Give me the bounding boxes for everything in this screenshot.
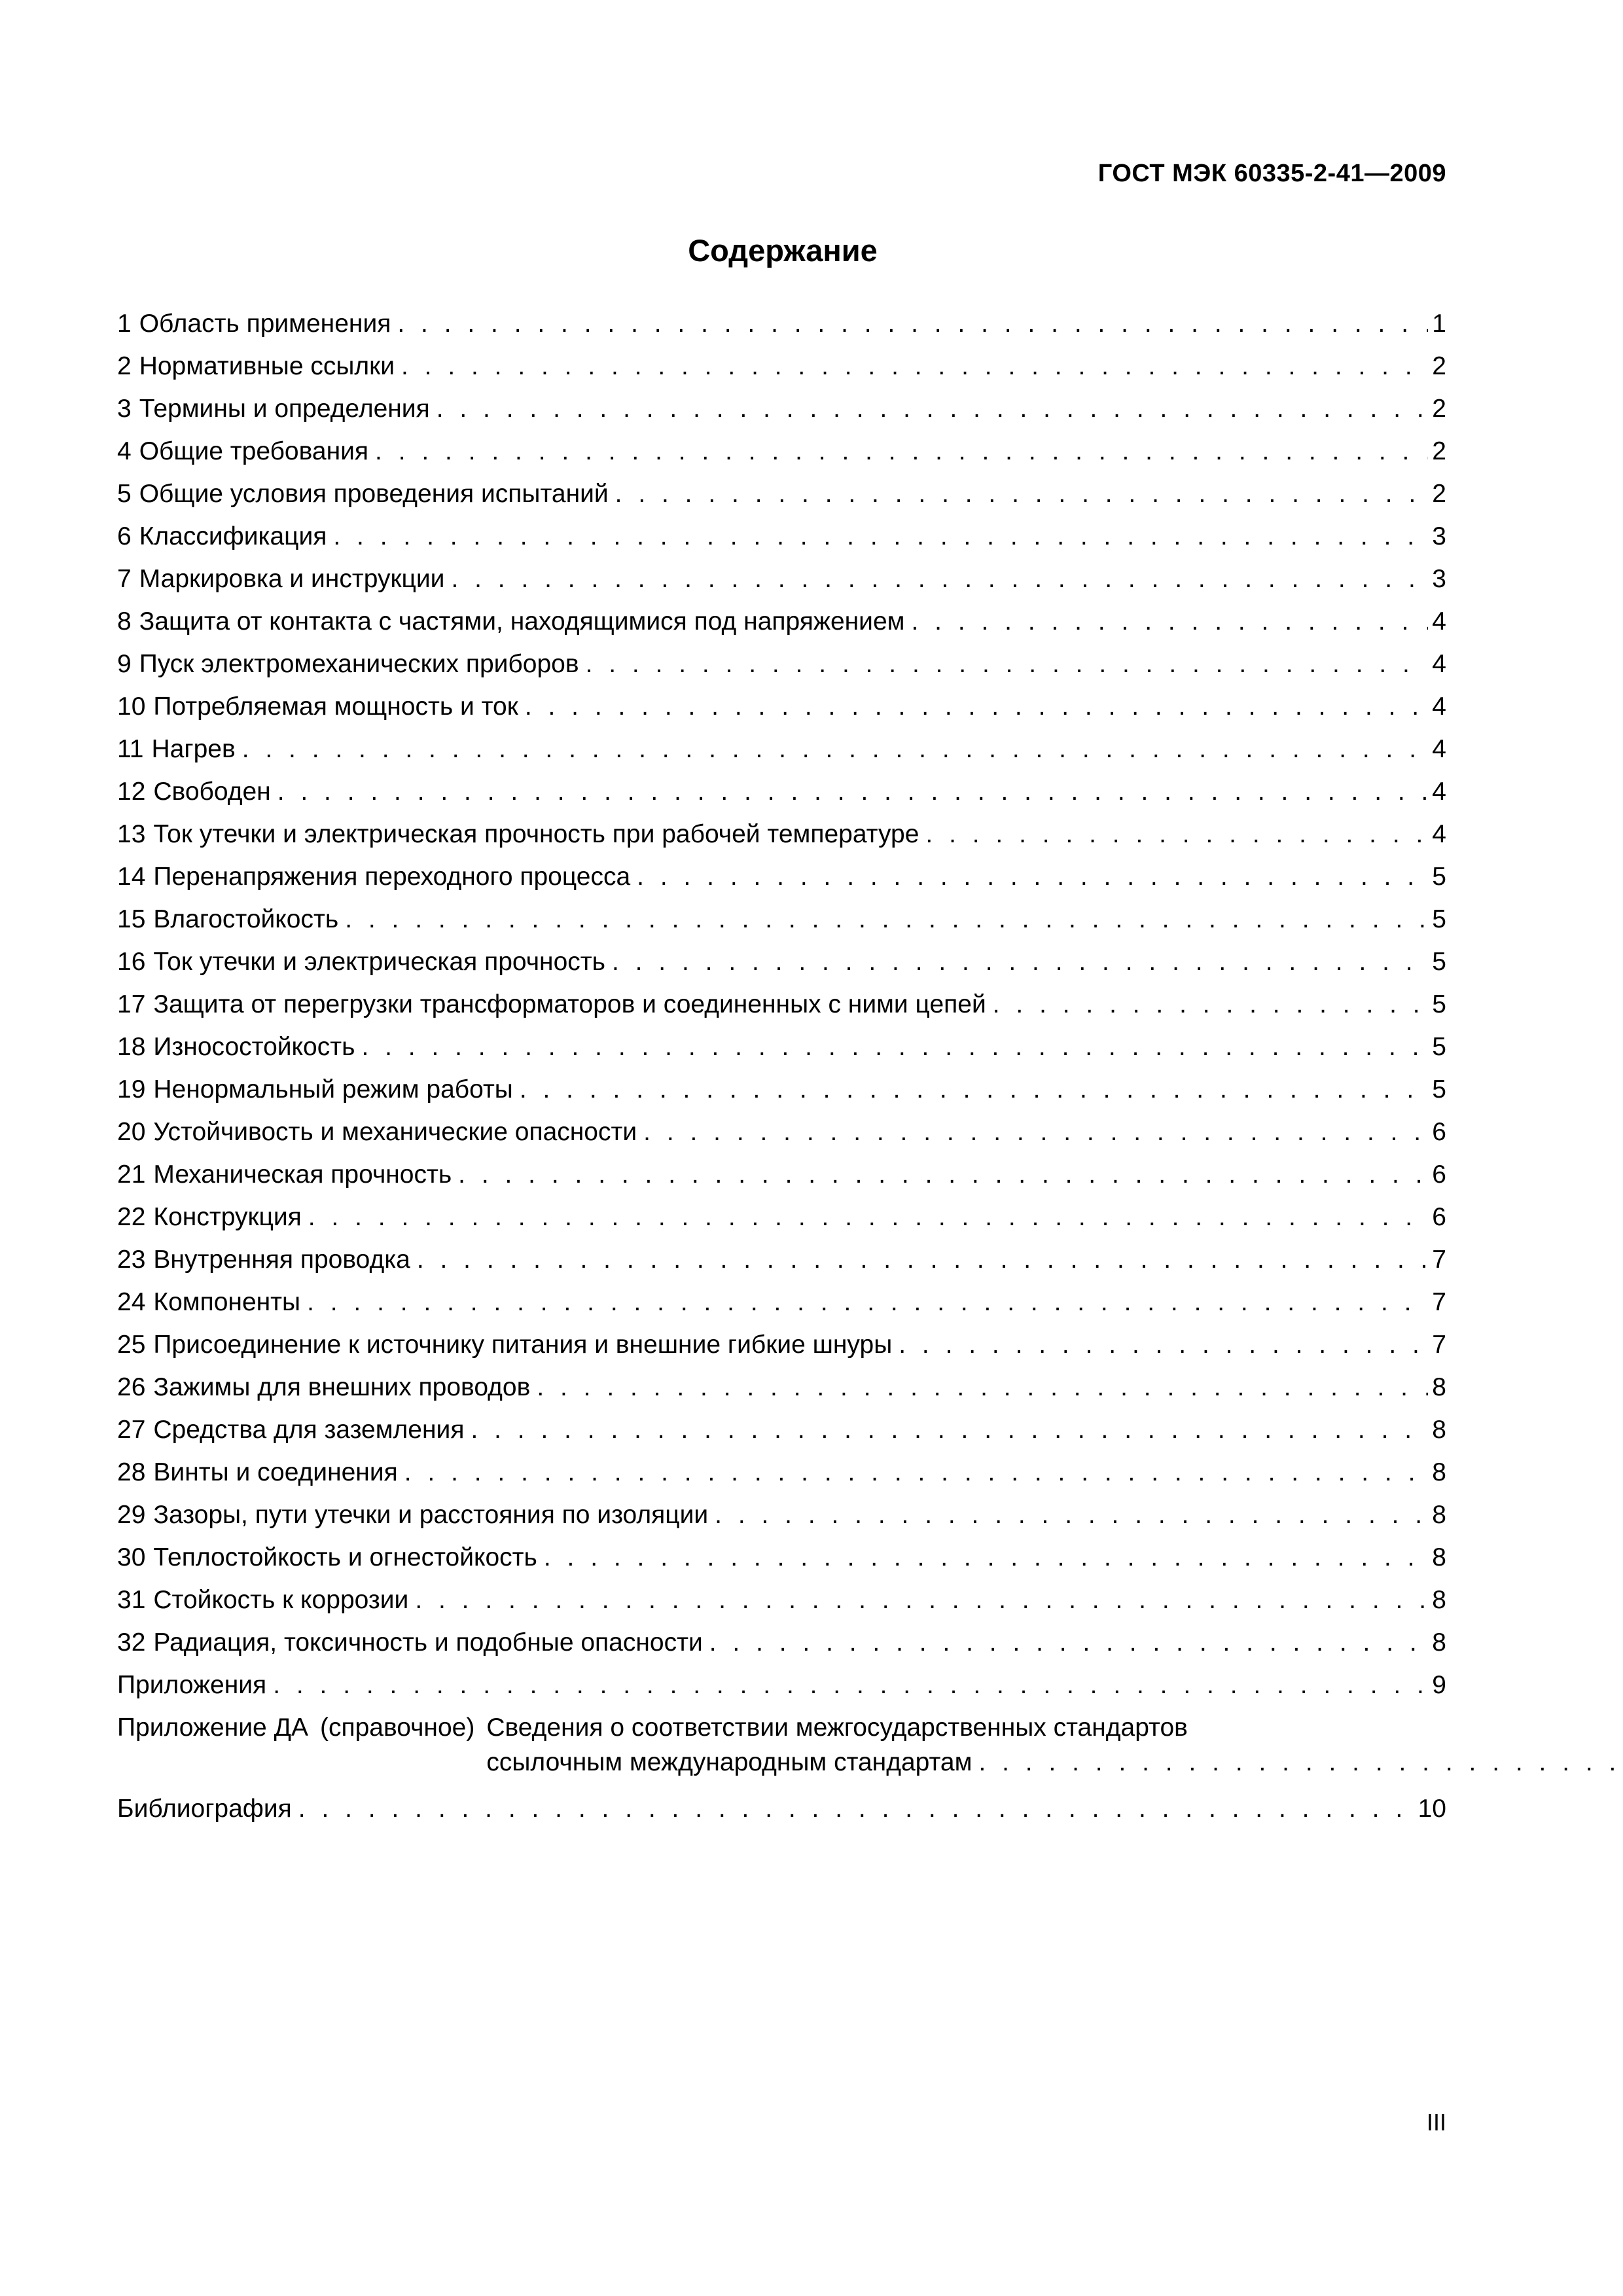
- dot-leader: [899, 1323, 1428, 1366]
- toc-page-number: 6: [1432, 1118, 1446, 1146]
- toc-page-number: 1: [1432, 310, 1446, 338]
- toc-label: Перенапряжения переходного процесса: [153, 863, 631, 891]
- toc-page-number: 4: [1432, 607, 1446, 636]
- toc-entry[interactable]: [117, 1494, 1446, 1536]
- toc-entry[interactable]: [117, 685, 1446, 728]
- toc-page-number: 4: [1432, 650, 1446, 678]
- toc-entry[interactable]: [117, 1153, 1446, 1196]
- dot-leader: [709, 1621, 1429, 1664]
- toc-section-number: 5: [117, 480, 132, 508]
- toc-section-number: 22: [117, 1203, 146, 1231]
- dot-leader: [345, 898, 1428, 941]
- dot-leader: [537, 1366, 1428, 1408]
- toc-entry[interactable]: [117, 898, 1446, 941]
- toc-section-number: 14: [117, 863, 146, 891]
- annex-qualifier: (справочное): [320, 1713, 475, 1742]
- annex-title-line2-row: [486, 1745, 1623, 1787]
- toc-page-number: 8: [1432, 1586, 1446, 1614]
- toc-entry[interactable]: [117, 813, 1446, 855]
- toc-page-number: 10: [1418, 1795, 1446, 1823]
- toc-page-number: 5: [1432, 863, 1446, 891]
- toc-page-number: 7: [1432, 1246, 1446, 1274]
- toc-entry[interactable]: [117, 855, 1446, 898]
- toc-section-number: 19: [117, 1075, 146, 1103]
- toc-page-number: 5: [1432, 1033, 1446, 1061]
- dot-leader: [404, 1451, 1429, 1494]
- toc-label: Область применения: [139, 310, 391, 338]
- dot-leader: [397, 302, 1428, 345]
- toc-section-number: 25: [117, 1331, 146, 1359]
- toc-page-number: 5: [1432, 990, 1446, 1018]
- toc-label: Защита от контакта с частями, находящимися под напряжением: [139, 607, 905, 636]
- toc-label: Присоединение к источнику питания и внешние гибкие шнуры: [153, 1331, 893, 1359]
- toc-section-number: 6: [117, 522, 132, 550]
- toc-label: Внутренняя проводка: [153, 1246, 410, 1274]
- dot-leader: [471, 1408, 1428, 1451]
- toc-entry[interactable]: [117, 643, 1446, 685]
- dot-leader: [925, 813, 1428, 855]
- toc-entry[interactable]: [117, 1026, 1446, 1068]
- toc-page-number: 2: [1432, 437, 1446, 465]
- table-of-contents: [117, 302, 1446, 1830]
- toc-page-number: 4: [1432, 735, 1446, 763]
- dot-leader: [637, 855, 1428, 898]
- toc-page-number: 8: [1432, 1458, 1446, 1486]
- annex-title-line1: Сведения о соответствии межгосударственных стандартов: [486, 1713, 1188, 1742]
- toc-section-number: 13: [117, 820, 146, 848]
- toc-entry[interactable]: [117, 1451, 1446, 1494]
- toc-section-number: 21: [117, 1160, 146, 1189]
- toc-entry[interactable]: [117, 1366, 1446, 1408]
- toc-entry[interactable]: [117, 1408, 1446, 1451]
- dot-leader: [520, 1068, 1428, 1111]
- toc-label: Общие условия проведения испытаний: [139, 480, 609, 508]
- toc-section-number: 16: [117, 948, 146, 976]
- toc-section-number: 3: [117, 395, 132, 423]
- toc-label: Компоненты: [153, 1288, 301, 1316]
- dot-leader: [911, 600, 1428, 643]
- toc-section-number: 29: [117, 1501, 146, 1529]
- dot-leader: [586, 643, 1429, 685]
- toc-label: Зажимы для внешних проводов: [153, 1373, 531, 1401]
- dot-leader: [458, 1153, 1428, 1196]
- annex-label: Приложение ДА: [117, 1713, 309, 1742]
- toc-section-number: 2: [117, 352, 132, 380]
- dot-leader: [544, 1536, 1428, 1579]
- dot-leader: [361, 1026, 1428, 1068]
- page-number: III: [1426, 2109, 1446, 2136]
- toc-label: Защита от перегрузки трансформаторов и соединенных с ними цепей: [153, 990, 986, 1018]
- toc-entry[interactable]: [117, 387, 1446, 430]
- dot-leader: [715, 1494, 1428, 1536]
- dot-leader: [417, 1238, 1428, 1281]
- toc-entry[interactable]: [117, 1196, 1446, 1238]
- document-code: ГОСТ МЭК 60335-2-41—2009: [1097, 160, 1446, 187]
- toc-entry[interactable]: [117, 1068, 1446, 1111]
- toc-section-number: 11: [117, 735, 144, 763]
- toc-section-number: 24: [117, 1288, 146, 1316]
- toc-page-number: 4: [1432, 778, 1446, 806]
- dot-leader: [437, 387, 1429, 430]
- toc-entry[interactable]: [117, 1281, 1446, 1323]
- toc-page-number: 6: [1432, 1203, 1446, 1231]
- toc-page-number: 8: [1432, 1501, 1446, 1529]
- toc-section-number: 9: [117, 650, 132, 678]
- toc-entry[interactable]: [117, 1536, 1446, 1579]
- toc-section-number: 23: [117, 1246, 146, 1274]
- dot-leader: [612, 941, 1428, 983]
- dot-leader: [415, 1579, 1428, 1621]
- toc-label: Устойчивость и механические опасности: [153, 1118, 637, 1146]
- toc-entry[interactable]: [117, 983, 1446, 1026]
- toc-label: Конструкция: [153, 1203, 302, 1231]
- toc-label: Ненормальный режим работы: [153, 1075, 513, 1103]
- annex-title-line2: ссылочным международным стандартам: [486, 1748, 972, 1776]
- toc-entry[interactable]: [117, 473, 1446, 515]
- toc-section-number: 28: [117, 1458, 146, 1486]
- dot-leader: [273, 1664, 1428, 1706]
- toc-label: Радиация, токсичность и подобные опасности: [153, 1628, 703, 1657]
- toc-page-number: 7: [1432, 1288, 1446, 1316]
- toc-page-number: 2: [1432, 395, 1446, 423]
- dot-leader: [978, 1745, 1623, 1780]
- toc-entry[interactable]: [117, 1664, 1446, 1706]
- annex-title: [486, 1706, 1623, 1787]
- toc-label: Ток утечки и электрическая прочность при рабочей температуре: [153, 820, 919, 848]
- toc-page-number: 9: [1432, 1671, 1446, 1699]
- dot-leader: [308, 1196, 1429, 1238]
- toc-entry[interactable]: [117, 1323, 1446, 1366]
- dot-leader: [375, 430, 1428, 473]
- toc-entry-bibliography[interactable]: [117, 1787, 1446, 1830]
- toc-label: Библиография: [117, 1795, 292, 1823]
- toc-section-number: 18: [117, 1033, 146, 1061]
- toc-entry[interactable]: [117, 1111, 1446, 1153]
- toc-label: Пуск электромеханических приборов: [139, 650, 579, 678]
- toc-entry[interactable]: [117, 1579, 1446, 1621]
- toc-label: Классификация: [139, 522, 327, 550]
- toc-label: Стойкость к коррозии: [153, 1586, 409, 1614]
- toc-label: Теплостойкость и огнестойкость: [153, 1543, 537, 1571]
- toc-entry[interactable]: [117, 515, 1446, 558]
- toc-section-number: 30: [117, 1543, 146, 1571]
- toc-entry[interactable]: [117, 728, 1446, 770]
- toc-section-number: 26: [117, 1373, 146, 1401]
- toc-label: Средства для заземления: [153, 1416, 465, 1444]
- toc-section-number: 27: [117, 1416, 146, 1444]
- toc-rows: [117, 302, 1446, 1706]
- toc-entry[interactable]: [117, 558, 1446, 600]
- dot-leader: [307, 1281, 1428, 1323]
- toc-label: Термины и определения: [139, 395, 430, 423]
- toc-label: Влагостойкость: [153, 905, 339, 933]
- dot-leader: [993, 983, 1429, 1026]
- toc-section-number: 10: [117, 692, 146, 721]
- toc-entry-annex-da[interactable]: [117, 1706, 1446, 1787]
- toc-page-number: 6: [1432, 1160, 1446, 1189]
- toc-label: Нагрев: [151, 735, 236, 763]
- toc-entry[interactable]: [117, 941, 1446, 983]
- toc-label: Приложения: [117, 1671, 267, 1699]
- toc-page-number: 8: [1432, 1543, 1446, 1571]
- toc-page-number: 5: [1432, 1075, 1446, 1103]
- dot-leader: [643, 1111, 1428, 1153]
- toc-label: Нормативные ссылки: [139, 352, 395, 380]
- toc-label: Маркировка и инструкции: [139, 565, 445, 593]
- toc-page-number: 8: [1432, 1628, 1446, 1657]
- page-title: Содержание: [688, 233, 878, 268]
- toc-section-number: 15: [117, 905, 146, 933]
- toc-page-number: 3: [1432, 565, 1446, 593]
- toc-page-number: 8: [1432, 1416, 1446, 1444]
- toc-entry[interactable]: [117, 345, 1446, 387]
- toc-label: Износостойкость: [153, 1033, 355, 1061]
- dot-leader: [451, 558, 1428, 600]
- dot-leader: [242, 728, 1429, 770]
- dot-leader: [277, 770, 1429, 813]
- toc-entry[interactable]: [117, 600, 1446, 643]
- toc-page-number: 7: [1432, 1331, 1446, 1359]
- annex-label-group: [117, 1706, 474, 1749]
- toc-section-number: 32: [117, 1628, 146, 1657]
- toc-label: Потребляемая мощность и ток: [153, 692, 518, 721]
- dot-leader: [333, 515, 1428, 558]
- toc-page-number: 4: [1432, 692, 1446, 721]
- toc-label: Зазоры, пути утечки и расстояния по изоляции: [153, 1501, 709, 1529]
- toc-label: Механическая прочность: [153, 1160, 452, 1189]
- toc-entry[interactable]: [117, 1238, 1446, 1281]
- toc-section-number: 31: [117, 1586, 146, 1614]
- toc-entry[interactable]: [117, 302, 1446, 345]
- toc-page-number: 5: [1432, 948, 1446, 976]
- toc-label: Винты и соединения: [153, 1458, 398, 1486]
- toc-section-number: 4: [117, 437, 132, 465]
- toc-label: Ток утечки и электрическая прочность: [153, 948, 605, 976]
- toc-entry[interactable]: [117, 770, 1446, 813]
- dot-leader: [525, 685, 1428, 728]
- dot-leader: [298, 1787, 1414, 1830]
- toc-section-number: 17: [117, 990, 146, 1018]
- toc-page-number: 2: [1432, 352, 1446, 380]
- toc-page-number: 8: [1432, 1373, 1446, 1401]
- toc-page-number: 4: [1432, 820, 1446, 848]
- toc-entry[interactable]: [117, 1621, 1446, 1664]
- dot-leader: [615, 473, 1429, 515]
- toc-section-number: 7: [117, 565, 132, 593]
- toc-section-number: 20: [117, 1118, 146, 1146]
- toc-page-number: 3: [1432, 522, 1446, 550]
- toc-section-number: 8: [117, 607, 132, 636]
- dot-leader: [401, 345, 1428, 387]
- toc-label: Общие требования: [139, 437, 369, 465]
- toc-entry[interactable]: [117, 430, 1446, 473]
- toc-page-number: 2: [1432, 480, 1446, 508]
- toc-section-number: 12: [117, 778, 146, 806]
- toc-section-number: 1: [117, 310, 132, 338]
- toc-page-number: 5: [1432, 905, 1446, 933]
- toc-label: Свободен: [153, 778, 271, 806]
